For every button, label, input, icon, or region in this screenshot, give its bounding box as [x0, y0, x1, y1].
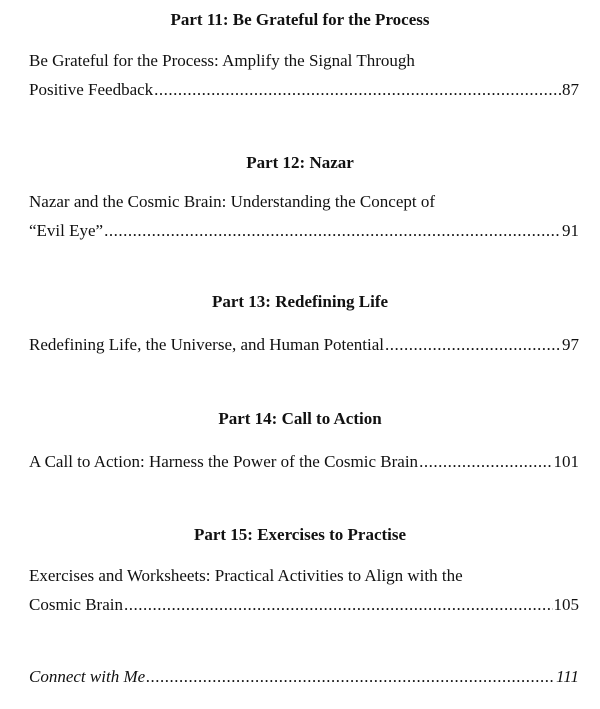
- part-13-heading: Part 13: Redefining Life: [211, 292, 389, 311]
- page-number: 111: [556, 667, 579, 686]
- page-number: 101: [553, 452, 579, 471]
- page-number: 105: [553, 595, 579, 614]
- toc-entry-title: Redefining Life, the Universe, and Human Potential: [29, 335, 385, 354]
- toc-entry-part-14[interactable]: [29, 447, 579, 476]
- page-number: 91: [562, 221, 579, 240]
- toc-entry-leader-line: [29, 447, 579, 476]
- toc-entry-title-line2: Positive Feedback: [29, 80, 154, 99]
- toc-entry-title: A Call to Action: Harness the Power of the Cosmic Brain: [29, 452, 419, 471]
- toc-entry-part-15[interactable]: [29, 561, 579, 619]
- toc-entry-leader-line: [29, 662, 579, 691]
- dot-leader: [146, 662, 555, 691]
- toc-entry-title-line2: “Evil Eye”: [29, 221, 104, 240]
- page-number: 87: [562, 80, 579, 99]
- toc-entry-title: Connect with Me: [29, 667, 146, 686]
- toc-entry-leader-line: [29, 216, 579, 245]
- toc-entry-title-line2: Cosmic Brain: [29, 595, 123, 614]
- part-14-heading: Part 14: Call to Action: [218, 409, 382, 428]
- dot-leader: [104, 216, 561, 245]
- toc-entry-part-12[interactable]: [29, 187, 579, 245]
- dot-leader: [385, 330, 561, 359]
- part-15-heading: Part 15: Exercises to Practise: [193, 525, 407, 544]
- toc-entry-title-line1: Nazar and the Cosmic Brain: Understanding the Concept of: [29, 192, 435, 211]
- toc-entry-part-11[interactable]: [29, 46, 579, 104]
- dot-leader: [419, 447, 552, 476]
- page-number: 97: [562, 335, 579, 354]
- toc-entry-leader-line: [29, 75, 579, 104]
- part-11-heading: Part 11: Be Grateful for the Process: [170, 10, 430, 29]
- dot-leader: [124, 590, 553, 619]
- dot-leader: [154, 75, 561, 104]
- toc-entry-title-line1: Exercises and Worksheets: Practical Activities to Align with the: [29, 566, 463, 585]
- part-12-heading: Part 12: Nazar: [246, 153, 354, 172]
- toc-entry-part-13[interactable]: [29, 330, 579, 359]
- toc-entry-connect[interactable]: [29, 662, 579, 691]
- toc-entry-leader-line: [29, 330, 579, 359]
- toc-entry-title-line1: Be Grateful for the Process: Amplify the Signal Through: [29, 51, 415, 70]
- toc-entry-leader-line: [29, 590, 579, 619]
